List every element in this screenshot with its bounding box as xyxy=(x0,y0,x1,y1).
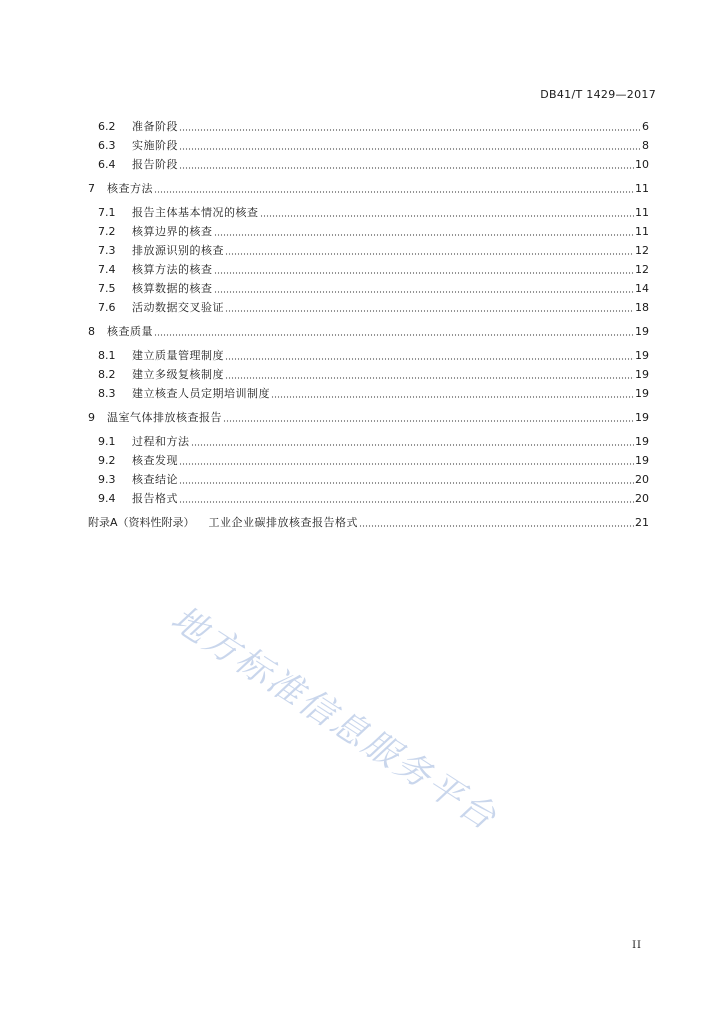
dot-leader xyxy=(179,148,640,150)
toc-entry-number: 9 xyxy=(88,411,95,424)
dot-leader xyxy=(225,310,634,312)
dot-leader xyxy=(214,291,635,293)
toc-entry-page: 12 xyxy=(635,263,649,276)
page-number: II xyxy=(632,940,642,951)
toc-entry-title: 核算方法的核查 xyxy=(132,263,213,276)
toc-entry-page: 19 xyxy=(635,349,649,362)
toc-entry-page: 18 xyxy=(635,301,649,314)
toc-entry[interactable] xyxy=(98,471,649,487)
header-doc-code: DB41/T 1429—2017 xyxy=(540,88,656,101)
toc-entry-page: 19 xyxy=(635,435,649,448)
toc-entry-number: 9.1 xyxy=(98,435,116,448)
dot-leader xyxy=(214,234,635,236)
dot-leader xyxy=(179,167,634,169)
dot-leader xyxy=(271,396,634,398)
toc-entry-number: 8 xyxy=(88,325,95,338)
toc-entry[interactable] xyxy=(98,385,649,401)
toc-entry-number: 9.2 xyxy=(98,454,116,467)
toc-entry[interactable] xyxy=(98,137,649,153)
toc-entry-title: 准备阶段 xyxy=(132,120,178,133)
toc-entry-number: 8.3 xyxy=(98,387,116,400)
toc-entry[interactable] xyxy=(98,242,649,258)
toc-entry-title: 核查发现 xyxy=(132,454,178,467)
dot-leader xyxy=(225,253,634,255)
toc-entry-number: 6.4 xyxy=(98,158,116,171)
dot-leader xyxy=(223,420,634,422)
toc-entry-number: 6.3 xyxy=(98,139,116,152)
toc-entry-title: 工业企业碳排放核查报告格式 xyxy=(208,516,359,529)
toc-entry-number: 7.6 xyxy=(98,301,116,314)
toc-entry-page: 19 xyxy=(635,454,649,467)
toc-entry-number: 8.1 xyxy=(98,349,116,362)
toc-entry[interactable] xyxy=(98,452,649,468)
toc-entry-number: 7.1 xyxy=(98,206,116,219)
toc-entry-title: 核查方法 xyxy=(107,182,153,195)
toc-entry-page: 14 xyxy=(635,282,649,295)
toc-entry[interactable] xyxy=(88,323,649,339)
dot-leader xyxy=(225,358,634,360)
toc-entry-title: 核算边界的核查 xyxy=(132,225,213,238)
toc-entry-title: 报告格式 xyxy=(132,492,178,505)
toc-entry-number: 7.3 xyxy=(98,244,116,257)
toc-entry[interactable] xyxy=(98,366,649,382)
toc-entry-title: 建立核查人员定期培训制度 xyxy=(132,387,270,400)
toc-entry[interactable] xyxy=(98,156,649,172)
toc-entry-title: 报告阶段 xyxy=(132,158,178,171)
toc-entry-number: 9.3 xyxy=(98,473,116,486)
toc-entry-number: 8.2 xyxy=(98,368,116,381)
toc-entry-title: 核查结论 xyxy=(132,473,178,486)
toc-entry-title: 温室气体排放核查报告 xyxy=(107,411,222,424)
toc-entry-title: 报告主体基本情况的核查 xyxy=(132,206,259,219)
dot-leader xyxy=(154,334,634,336)
toc-entry[interactable] xyxy=(98,280,649,296)
dot-leader xyxy=(179,501,634,503)
dot-leader xyxy=(154,191,634,193)
toc-entry-page: 11 xyxy=(635,182,649,195)
toc-entry-page: 19 xyxy=(635,368,649,381)
toc-entry-title: 过程和方法 xyxy=(132,435,190,448)
toc-entry-number: 7 xyxy=(88,182,95,195)
toc-entry-title: 核算数据的核查 xyxy=(132,282,213,295)
toc-entry-page: 20 xyxy=(635,473,649,486)
toc-entry-title: 活动数据交叉验证 xyxy=(132,301,224,314)
toc-entry[interactable] xyxy=(88,180,649,196)
toc-entry-number: 7.4 xyxy=(98,263,116,276)
toc-entry[interactable] xyxy=(98,204,649,220)
toc-entry-page: 12 xyxy=(635,244,649,257)
toc-entry[interactable] xyxy=(98,261,649,277)
toc-entry-number: 9.4 xyxy=(98,492,116,505)
toc-entry[interactable] xyxy=(98,223,649,239)
toc-entry-number: 6.2 xyxy=(98,120,116,133)
dot-leader xyxy=(214,272,635,274)
dot-leader xyxy=(179,463,634,465)
toc-entry-page: 10 xyxy=(635,158,649,171)
toc-entry-page: 19 xyxy=(635,325,649,338)
toc-entry-appendix[interactable] xyxy=(88,514,649,530)
toc-entry-page: 11 xyxy=(635,206,649,219)
toc-entry-title: 实施阶段 xyxy=(132,139,178,152)
watermark: 地方标准信息服务平台 xyxy=(163,598,505,840)
toc-entry-title: 建立质量管理制度 xyxy=(132,349,224,362)
dot-leader xyxy=(359,525,634,527)
toc-entry-title: 建立多级复核制度 xyxy=(132,368,224,381)
toc-entry-page: 19 xyxy=(635,411,649,424)
toc-entry[interactable] xyxy=(98,299,649,315)
toc-entry-page: 21 xyxy=(635,516,649,529)
toc-entry[interactable] xyxy=(98,490,649,506)
toc-entry-page: 11 xyxy=(635,225,649,238)
dot-leader xyxy=(179,129,640,131)
toc-entry[interactable] xyxy=(88,409,649,425)
toc-entry-number: 附录A（资料性附录） xyxy=(88,516,195,529)
dot-leader xyxy=(260,215,635,217)
toc-entry-number: 7.2 xyxy=(98,225,116,238)
toc-entry-page: 8 xyxy=(642,139,649,152)
dot-leader xyxy=(191,444,635,446)
toc-entry[interactable] xyxy=(98,433,649,449)
toc-entry-number: 7.5 xyxy=(98,282,116,295)
toc-entry[interactable] xyxy=(98,118,649,134)
toc-entry-page: 20 xyxy=(635,492,649,505)
dot-leader xyxy=(225,377,634,379)
toc-entry-title: 核查质量 xyxy=(107,325,153,338)
toc-entry-page: 6 xyxy=(642,120,649,133)
toc-entry[interactable] xyxy=(98,347,649,363)
toc-entry-page: 19 xyxy=(635,387,649,400)
dot-leader xyxy=(179,482,634,484)
toc-entry-title: 排放源识别的核查 xyxy=(132,244,224,257)
